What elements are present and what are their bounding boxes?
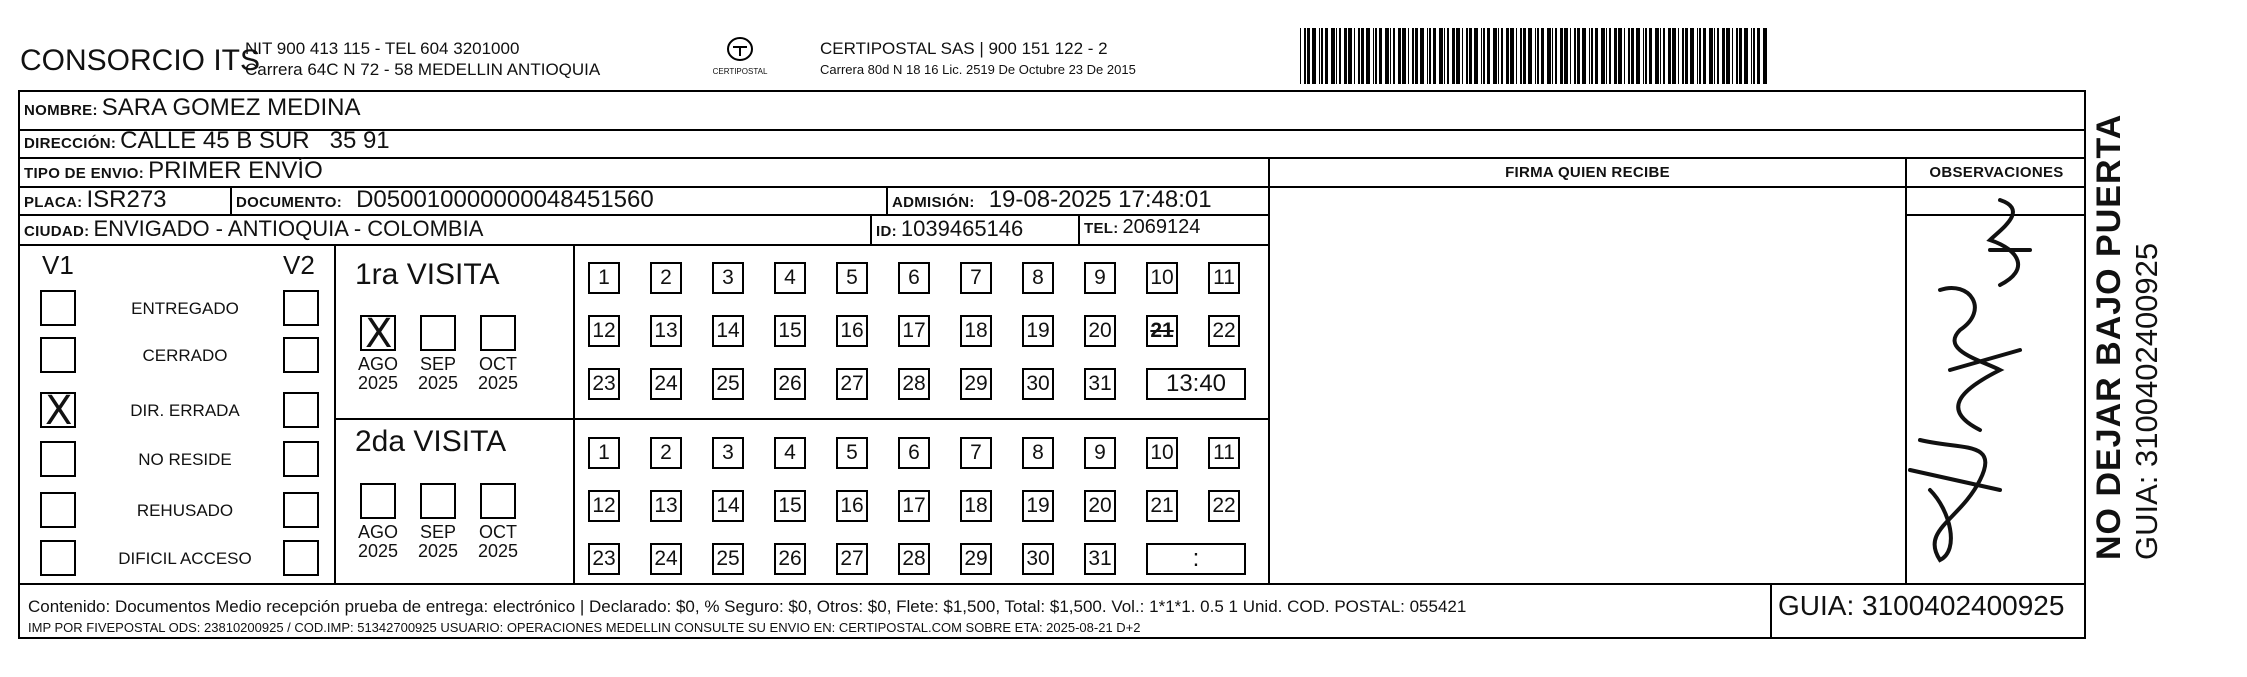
barcode-bar bbox=[1429, 28, 1431, 84]
barcode-bar bbox=[1528, 28, 1532, 84]
barcode-bar bbox=[1319, 28, 1320, 84]
barcode-bar bbox=[1678, 28, 1679, 84]
row-divider bbox=[18, 244, 1268, 246]
barcode-bar bbox=[1358, 28, 1360, 84]
month-label: AGO bbox=[357, 354, 398, 374]
day-box[interactable]: 9 bbox=[1084, 437, 1116, 469]
status-label: ENTREGADO bbox=[131, 299, 239, 318]
day-box[interactable]: 11 bbox=[1208, 262, 1240, 294]
barcode-bar bbox=[1739, 28, 1742, 84]
time-box[interactable]: : bbox=[1146, 543, 1246, 575]
logo-text: CERTIPOSTAL bbox=[712, 67, 768, 76]
barcode-bar bbox=[1595, 28, 1598, 84]
day-box[interactable]: 3 bbox=[712, 262, 744, 294]
side-warning: NO DEJAR BAJO PUERTA bbox=[2090, 113, 2128, 560]
barcode-bar bbox=[1348, 28, 1352, 84]
day-box[interactable]: 13 bbox=[650, 490, 682, 522]
barcode-bar bbox=[1366, 28, 1370, 84]
barcode-bar bbox=[1466, 28, 1468, 84]
month-checkbox[interactable] bbox=[480, 483, 516, 519]
direccion-value: CALLE 45 B SUR 35 91 bbox=[120, 127, 390, 154]
barcode-bar bbox=[1591, 28, 1593, 84]
v2-checkbox[interactable] bbox=[283, 392, 319, 428]
company-name: CONSORCIO ITS bbox=[20, 44, 261, 77]
day-box[interactable]: 8 bbox=[1022, 262, 1054, 294]
barcode-bar bbox=[1398, 28, 1401, 84]
row-divider bbox=[18, 583, 2086, 585]
time-box[interactable]: 13:40 bbox=[1146, 368, 1246, 400]
month-label: OCT bbox=[479, 522, 517, 542]
barcode-bar bbox=[1469, 28, 1472, 84]
v1-header: V1 bbox=[42, 250, 74, 280]
barcode-bar bbox=[1732, 28, 1733, 84]
day-box[interactable]: 4 bbox=[774, 262, 806, 294]
barcode-bar bbox=[1744, 28, 1748, 84]
placa-label: PLACA: bbox=[24, 194, 83, 211]
day-box[interactable]: 17 bbox=[898, 490, 930, 522]
day-box[interactable]: 14 bbox=[712, 315, 744, 347]
barcode-bar bbox=[1402, 28, 1406, 84]
day-box[interactable]: 26 bbox=[774, 368, 806, 400]
year-label: 2025 bbox=[417, 373, 459, 393]
day-box[interactable]: 20 bbox=[1084, 490, 1116, 522]
col-divider bbox=[334, 244, 336, 583]
status-label: REHUSADO bbox=[136, 501, 234, 520]
day-box[interactable]: 15 bbox=[774, 490, 806, 522]
status-label: CERRADO bbox=[142, 346, 228, 365]
barcode-bar bbox=[1614, 28, 1617, 84]
barcode-bar bbox=[1552, 28, 1553, 84]
barcode-bar bbox=[1582, 28, 1586, 84]
barcode-bar bbox=[1628, 28, 1630, 84]
tipo-field bbox=[24, 157, 323, 185]
barcode-bar bbox=[1487, 28, 1490, 84]
barcode-bar bbox=[1668, 28, 1671, 84]
col-divider bbox=[886, 186, 888, 214]
col-divider bbox=[573, 244, 575, 583]
year-label: 2025 bbox=[357, 541, 399, 561]
col-divider bbox=[1268, 157, 1270, 583]
day-box[interactable]: 14 bbox=[712, 490, 744, 522]
barcode-bar bbox=[1439, 28, 1443, 84]
admision-value: 19-08-2025 17:48:01 bbox=[988, 186, 1212, 213]
day-box[interactable]: 10 bbox=[1146, 262, 1178, 294]
direccion-field bbox=[24, 127, 390, 155]
v1-checkbox[interactable] bbox=[40, 441, 76, 477]
day-box[interactable]: 12 bbox=[588, 490, 620, 522]
barcode-bar bbox=[1685, 28, 1688, 84]
direccion-label: DIRECCIÓN: bbox=[24, 135, 117, 152]
day-box[interactable]: 27 bbox=[836, 368, 868, 400]
tipo-label: TIPO DE ENVIO: bbox=[24, 165, 145, 182]
barcode-bar bbox=[1655, 28, 1659, 84]
barcode-bar bbox=[1753, 28, 1755, 84]
nombre-field bbox=[24, 94, 360, 122]
barcode-bar bbox=[1300, 28, 1301, 84]
day-box[interactable]: 19 bbox=[1022, 490, 1054, 522]
barcode-bar bbox=[1574, 28, 1576, 84]
barcode-bar bbox=[1537, 28, 1539, 84]
barcode-bar bbox=[1331, 28, 1335, 84]
barcode-bar bbox=[1714, 28, 1715, 84]
barcode-bar bbox=[1726, 28, 1730, 84]
recipient-signature bbox=[1880, 190, 2060, 570]
day-box[interactable]: 6 bbox=[898, 437, 930, 469]
v1-checkbox[interactable] bbox=[40, 392, 76, 428]
year-label: 2025 bbox=[477, 541, 519, 561]
barcode-bar bbox=[1751, 28, 1752, 84]
day-box[interactable]: 2 bbox=[650, 437, 682, 469]
day-box[interactable]: 27 bbox=[836, 543, 868, 575]
day-box[interactable]: 30 bbox=[1022, 543, 1054, 575]
barcode-bar bbox=[1412, 28, 1414, 84]
day-box[interactable]: 3 bbox=[712, 437, 744, 469]
id-value: 1039465146 bbox=[900, 216, 1024, 241]
nombre-label: NOMBRE: bbox=[24, 102, 98, 119]
tel-value: 2069124 bbox=[1122, 216, 1201, 238]
day-box[interactable]: 26 bbox=[774, 543, 806, 575]
month-checkbox[interactable] bbox=[360, 483, 396, 519]
barcode-bar bbox=[1375, 28, 1377, 84]
barcode-bar bbox=[1763, 28, 1767, 84]
barcode-bar bbox=[1618, 28, 1622, 84]
status-label: DIFICIL ACCESO bbox=[118, 549, 252, 568]
v1-checkbox[interactable] bbox=[40, 540, 76, 576]
day-box[interactable]: 29 bbox=[960, 543, 992, 575]
barcode-bar bbox=[1722, 28, 1725, 84]
day-box[interactable]: 7 bbox=[960, 262, 992, 294]
footer-guia: GUIA: 3100402400925 bbox=[1778, 590, 2065, 621]
certipostal-license: Carrera 80d N 18 16 Lic. 2519 De Octubre 23 De 2015 bbox=[820, 62, 1136, 77]
barcode-bar bbox=[1703, 28, 1706, 84]
v2-checkbox[interactable] bbox=[283, 540, 319, 576]
barcode-bar bbox=[1560, 28, 1563, 84]
day-box[interactable]: 29 bbox=[960, 368, 992, 400]
day-box[interactable]: 28 bbox=[898, 368, 930, 400]
v1-checkbox[interactable] bbox=[40, 337, 76, 373]
day-box[interactable]: 24 bbox=[650, 543, 682, 575]
month-checkbox[interactable] bbox=[420, 315, 456, 351]
day-box[interactable]: 23 bbox=[588, 543, 620, 575]
barcode-bar bbox=[1393, 28, 1395, 84]
barcode-bar bbox=[1663, 28, 1665, 84]
barcode-bar bbox=[1427, 28, 1428, 84]
barcode-bar bbox=[1304, 28, 1306, 84]
documento-value: D050010000000048451560 bbox=[356, 186, 654, 213]
barcode-bar bbox=[1624, 28, 1625, 84]
day-box[interactable]: 13 bbox=[650, 315, 682, 347]
barcode-bar bbox=[1699, 28, 1701, 84]
day-box[interactable]: 16 bbox=[836, 315, 868, 347]
barcode-bar bbox=[1757, 28, 1760, 84]
placa-field bbox=[24, 186, 167, 214]
certipostal-logo bbox=[712, 36, 768, 82]
day-box[interactable]: 1 bbox=[588, 262, 620, 294]
day-box[interactable]: 18 bbox=[960, 315, 992, 347]
day-box[interactable]: 25 bbox=[712, 543, 744, 575]
tipo-value: PRIMER ENVÍO bbox=[148, 157, 323, 184]
barcode-bar bbox=[1415, 28, 1418, 84]
barcode-bar bbox=[1717, 28, 1719, 84]
day-box[interactable]: 6 bbox=[898, 262, 930, 294]
barcode-bar bbox=[1535, 28, 1536, 84]
barcode-bar bbox=[1481, 28, 1482, 84]
row-divider bbox=[18, 157, 2086, 159]
barcode-bar bbox=[1444, 28, 1445, 84]
day-box[interactable]: 2 bbox=[650, 262, 682, 294]
barcode-bar bbox=[1474, 28, 1478, 84]
barcode-bar bbox=[1555, 28, 1557, 84]
barcode-bar bbox=[1520, 28, 1522, 84]
v2-checkbox[interactable] bbox=[283, 441, 319, 477]
month-checkbox[interactable] bbox=[420, 483, 456, 519]
month-label: SEP bbox=[419, 522, 457, 542]
v2-checkbox[interactable] bbox=[283, 492, 319, 528]
barcode-bar bbox=[1483, 28, 1485, 84]
barcode-bar bbox=[1312, 28, 1316, 84]
day-box[interactable]: 11 bbox=[1208, 437, 1240, 469]
barcode-bar bbox=[1339, 28, 1341, 84]
barcode-bar bbox=[1690, 28, 1694, 84]
barcode-bar bbox=[1506, 28, 1509, 84]
day-box[interactable]: 8 bbox=[1022, 437, 1054, 469]
barcode-bar bbox=[1682, 28, 1684, 84]
barcode-bar bbox=[1709, 28, 1713, 84]
day-box[interactable]: 4 bbox=[774, 437, 806, 469]
day-box[interactable]: 30 bbox=[1022, 368, 1054, 400]
barcode-bar bbox=[1379, 28, 1382, 84]
day-box[interactable]: 25 bbox=[712, 368, 744, 400]
barcode-bar bbox=[1462, 28, 1463, 84]
day-box[interactable]: 31 bbox=[1084, 543, 1116, 575]
visit2-title: 2da VISITA bbox=[355, 425, 507, 458]
barcode-bar bbox=[1321, 28, 1323, 84]
nombre-value: SARA GOMEZ MEDINA bbox=[101, 94, 361, 121]
barcode-bar bbox=[1336, 28, 1337, 84]
year-label: 2025 bbox=[417, 541, 459, 561]
day-box[interactable]: 5 bbox=[836, 262, 868, 294]
col-divider bbox=[230, 186, 232, 214]
barcode-bar bbox=[1390, 28, 1391, 84]
status-label: DIR. ERRADA bbox=[130, 401, 240, 420]
day-box[interactable]: 20 bbox=[1084, 315, 1116, 347]
month-checkbox[interactable] bbox=[480, 315, 516, 351]
month-label: AGO bbox=[357, 522, 398, 542]
barcode-bar bbox=[1344, 28, 1347, 84]
admision-label: ADMISIÓN: bbox=[892, 194, 975, 211]
barcode-bar bbox=[1645, 28, 1647, 84]
day-box[interactable]: 22 bbox=[1208, 315, 1240, 347]
visit-divider bbox=[334, 418, 1268, 420]
day-box[interactable]: 21 bbox=[1146, 315, 1178, 347]
day-box[interactable]: 22 bbox=[1208, 490, 1240, 522]
ciudad-field bbox=[24, 216, 483, 242]
certipostal-info bbox=[820, 38, 1136, 80]
company-info bbox=[245, 38, 600, 80]
barcode-bar bbox=[1660, 28, 1661, 84]
day-box[interactable]: 31 bbox=[1084, 368, 1116, 400]
barcode-bar bbox=[1643, 28, 1644, 84]
observaciones-label: OBSERVACIONES bbox=[1929, 164, 2064, 181]
id-label: ID: bbox=[876, 223, 897, 240]
status-label: NO RESIDE bbox=[138, 450, 232, 469]
day-box[interactable]: 7 bbox=[960, 437, 992, 469]
col-divider bbox=[1078, 214, 1080, 244]
barcode-bar bbox=[1609, 28, 1611, 84]
v2-header: V2 bbox=[283, 250, 315, 280]
year-label: 2025 bbox=[477, 373, 519, 393]
barcode-bar bbox=[1498, 28, 1499, 84]
barcode-bar bbox=[1373, 28, 1374, 84]
admision-field bbox=[892, 186, 1212, 214]
barcode-bar bbox=[1456, 28, 1460, 84]
v1-checkbox[interactable] bbox=[40, 290, 76, 326]
barcode-bar bbox=[1354, 28, 1355, 84]
tel-label: TEL: bbox=[1084, 220, 1119, 237]
company-address: Carrera 64C N 72 - 58 MEDELLIN ANTIOQUIA bbox=[245, 60, 601, 79]
barcode-bar bbox=[1325, 28, 1328, 84]
barcode-bar bbox=[1564, 28, 1568, 84]
side-guia: GUIA: 3100402400925 bbox=[2129, 242, 2164, 560]
footer-contents: Contenido: Documentos Medio recepción prueba de entrega: electrónico | Declarado: $0, % Seguro: $0, Otros: $0, Flete: $1,500, Total: $1,500. Vol.: 1*1*1. 0.5 1 Unid. COD. POSTAL: 055421 bbox=[28, 597, 1467, 616]
month-label: OCT bbox=[479, 354, 517, 374]
day-box[interactable]: 19 bbox=[1022, 315, 1054, 347]
certipostal-nit: CERTIPOSTAL SAS | 900 151 122 - 2 bbox=[820, 39, 1108, 58]
firma-label: FIRMA QUIEN RECIBE bbox=[1505, 164, 1670, 181]
barcode-bar bbox=[1433, 28, 1436, 84]
barcode-bar bbox=[1361, 28, 1364, 84]
barcode-bar bbox=[1420, 28, 1424, 84]
barcode-bar bbox=[1547, 28, 1551, 84]
day-box[interactable]: 28 bbox=[898, 543, 930, 575]
day-box[interactable]: 24 bbox=[650, 368, 682, 400]
col-divider bbox=[870, 214, 872, 244]
v1-checkbox[interactable] bbox=[40, 492, 76, 528]
ciudad-value: ENVIGADO - ANTIOQUIA - COLOMBIA bbox=[93, 216, 484, 241]
documento-label: DOCUMENTO: bbox=[236, 194, 343, 211]
barcode-bar bbox=[1589, 28, 1590, 84]
day-box[interactable]: 5 bbox=[836, 437, 868, 469]
barcode-bar bbox=[1570, 28, 1571, 84]
day-box[interactable]: 16 bbox=[836, 490, 868, 522]
ciudad-label: CIUDAD: bbox=[24, 223, 90, 240]
barcode-bar bbox=[1510, 28, 1514, 84]
company-nit: NIT 900 413 115 - TEL 604 3201000 bbox=[245, 39, 520, 58]
visit1-title: 1ra VISITA bbox=[355, 258, 500, 291]
barcode-bar bbox=[1606, 28, 1607, 84]
col-divider bbox=[1770, 583, 1772, 639]
barcode-bar bbox=[1697, 28, 1698, 84]
barcode bbox=[1300, 28, 1770, 84]
barcode-bar bbox=[1385, 28, 1389, 84]
day-box[interactable]: 21 bbox=[1146, 490, 1178, 522]
day-box[interactable]: 10 bbox=[1146, 437, 1178, 469]
day-box[interactable]: 15 bbox=[774, 315, 806, 347]
year-label: 2025 bbox=[357, 373, 399, 393]
day-box[interactable]: 12 bbox=[588, 315, 620, 347]
barcode-bar bbox=[1516, 28, 1517, 84]
barcode-bar bbox=[1501, 28, 1503, 84]
month-label: SEP bbox=[419, 354, 457, 374]
barcode-bar bbox=[1672, 28, 1676, 84]
barcode-bar bbox=[1601, 28, 1605, 84]
v2-checkbox[interactable] bbox=[283, 337, 319, 373]
barcode-bar bbox=[1541, 28, 1544, 84]
day-box[interactable]: 18 bbox=[960, 490, 992, 522]
side-text bbox=[2090, 114, 2165, 560]
barcode-bar bbox=[1452, 28, 1455, 84]
placa-value: ISR273 bbox=[86, 186, 167, 213]
id-field bbox=[876, 216, 1023, 242]
day-box[interactable]: 1 bbox=[588, 437, 620, 469]
day-box[interactable]: 17 bbox=[898, 315, 930, 347]
barcode-bar bbox=[1447, 28, 1449, 84]
barcode-bar bbox=[1736, 28, 1738, 84]
barcode-bar bbox=[1408, 28, 1409, 84]
documento-field bbox=[236, 186, 654, 214]
barcode-bar bbox=[1631, 28, 1634, 84]
barcode-bar bbox=[1636, 28, 1640, 84]
footer-print-info: IMP POR FIVEPOSTAL ODS: 23810200925 / COD.IMP: 51342700925 USUARIO: OPERACIONES MEDELLIN CONSULTE SU ENVIO EN: CERTIPOSTAL.COM SOBRE ETA: 2025-08-21 D+2 bbox=[28, 620, 1141, 635]
barcode-bar bbox=[1523, 28, 1526, 84]
day-box[interactable]: 23 bbox=[588, 368, 620, 400]
month-checkbox[interactable] bbox=[360, 315, 396, 351]
tel-field bbox=[1084, 216, 1200, 239]
v2-checkbox[interactable] bbox=[283, 290, 319, 326]
barcode-bar bbox=[1577, 28, 1580, 84]
barcode-bar bbox=[1307, 28, 1310, 84]
barcode-bar bbox=[1649, 28, 1652, 84]
barcode-bar bbox=[1493, 28, 1497, 84]
day-box[interactable]: 9 bbox=[1084, 262, 1116, 294]
